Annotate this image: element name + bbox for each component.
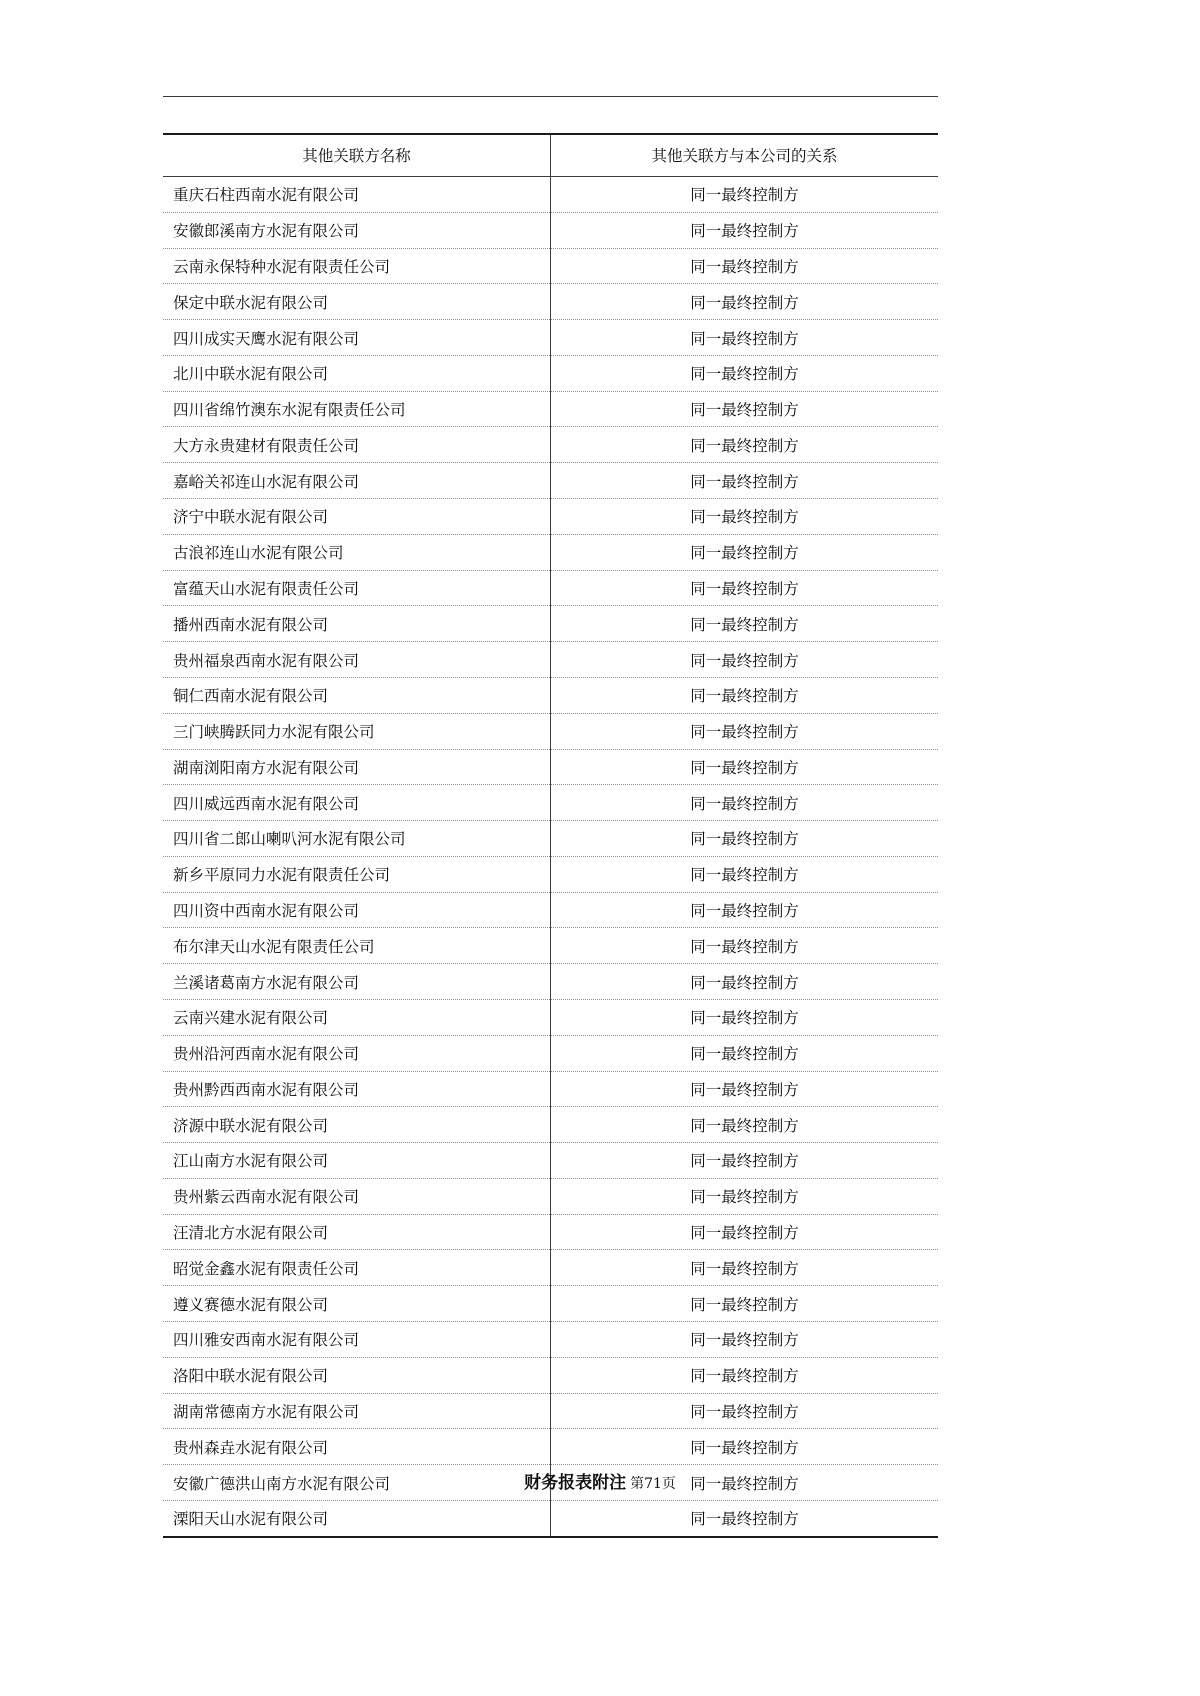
table-row (163, 1322, 938, 1358)
cell-relation: 同一最终控制方 (551, 1107, 939, 1143)
cell-relation: 同一最终控制方 (551, 427, 939, 463)
cell-party-name: 云南永保特种水泥有限责任公司 (163, 248, 551, 284)
cell-relation: 同一最终控制方 (551, 1393, 939, 1429)
cell-relation: 同一最终控制方 (551, 642, 939, 678)
cell-relation: 同一最终控制方 (551, 1214, 939, 1250)
table-row (163, 1286, 938, 1322)
table-row (163, 1429, 938, 1465)
table-row (163, 355, 938, 391)
cell-party-name: 云南兴建水泥有限公司 (163, 999, 551, 1035)
cell-relation: 同一最终控制方 (551, 928, 939, 964)
table-header (163, 134, 938, 177)
column-header-name: 其他关联方名称 (163, 134, 551, 177)
cell-relation: 同一最终控制方 (551, 713, 939, 749)
cell-relation: 同一最终控制方 (551, 1286, 939, 1322)
cell-relation: 同一最终控制方 (551, 320, 939, 356)
page-content (163, 96, 938, 1538)
table-row (163, 1178, 938, 1214)
cell-party-name: 四川威远西南水泥有限公司 (163, 785, 551, 821)
cell-relation: 同一最终控制方 (551, 606, 939, 642)
table-row (163, 677, 938, 713)
cell-party-name: 江山南方水泥有限公司 (163, 1143, 551, 1179)
table-row (163, 1393, 938, 1429)
table-row (163, 1250, 938, 1286)
cell-relation: 同一最终控制方 (551, 1465, 939, 1501)
cell-relation: 同一最终控制方 (551, 856, 939, 892)
table-header-row (163, 134, 938, 177)
header-rule (163, 96, 938, 97)
cell-relation: 同一最终控制方 (551, 499, 939, 535)
page-footer (0, 1468, 1200, 1493)
table-row (163, 499, 938, 535)
cell-party-name: 贵州黔西西南水泥有限公司 (163, 1071, 551, 1107)
cell-relation: 同一最终控制方 (551, 1357, 939, 1393)
table-row (163, 212, 938, 248)
cell-relation: 同一最终控制方 (551, 1429, 939, 1465)
table-row (163, 177, 938, 213)
cell-party-name: 新乡平原同力水泥有限责任公司 (163, 856, 551, 892)
cell-relation: 同一最终控制方 (551, 248, 939, 284)
cell-party-name: 重庆石柱西南水泥有限公司 (163, 177, 551, 213)
cell-party-name: 四川雅安西南水泥有限公司 (163, 1322, 551, 1358)
cell-party-name: 贵州森垚水泥有限公司 (163, 1429, 551, 1465)
table-row (163, 284, 938, 320)
table-row (163, 248, 938, 284)
cell-party-name: 北川中联水泥有限公司 (163, 355, 551, 391)
related-parties-table (163, 133, 938, 1538)
cell-party-name: 溧阳天山水泥有限公司 (163, 1500, 551, 1536)
table-row (163, 642, 938, 678)
column-header-relation: 其他关联方与本公司的关系 (551, 134, 939, 177)
cell-relation: 同一最终控制方 (551, 570, 939, 606)
cell-relation: 同一最终控制方 (551, 391, 939, 427)
table-row (163, 713, 938, 749)
table-row (163, 391, 938, 427)
table-row (163, 821, 938, 857)
cell-party-name: 四川省绵竹澳东水泥有限责任公司 (163, 391, 551, 427)
cell-party-name: 嘉峪关祁连山水泥有限公司 (163, 463, 551, 499)
cell-relation: 同一最终控制方 (551, 177, 939, 213)
footer-label: 财务报表附注 (524, 1473, 627, 1493)
cell-party-name: 湖南常德南方水泥有限公司 (163, 1393, 551, 1429)
table-row (163, 463, 938, 499)
cell-relation: 同一最终控制方 (551, 355, 939, 391)
cell-party-name: 古浪祁连山水泥有限公司 (163, 534, 551, 570)
cell-relation: 同一最终控制方 (551, 1071, 939, 1107)
cell-party-name: 湖南浏阳南方水泥有限公司 (163, 749, 551, 785)
table-row (163, 1107, 938, 1143)
table-row (163, 785, 938, 821)
cell-relation: 同一最终控制方 (551, 1500, 939, 1536)
page-number: 第71页 (630, 1476, 676, 1492)
cell-relation: 同一最终控制方 (551, 1143, 939, 1179)
table-row (163, 1214, 938, 1250)
cell-party-name: 济宁中联水泥有限公司 (163, 499, 551, 535)
table-row (163, 749, 938, 785)
cell-party-name: 布尔津天山水泥有限责任公司 (163, 928, 551, 964)
cell-party-name: 贵州紫云西南水泥有限公司 (163, 1178, 551, 1214)
table-row (163, 928, 938, 964)
table-row (163, 427, 938, 463)
table-row (163, 606, 938, 642)
table-body (163, 177, 938, 1537)
table-row (163, 534, 938, 570)
cell-relation: 同一最终控制方 (551, 821, 939, 857)
cell-party-name: 大方永贵建材有限责任公司 (163, 427, 551, 463)
cell-party-name: 富蕴天山水泥有限责任公司 (163, 570, 551, 606)
table-row (163, 320, 938, 356)
cell-party-name: 四川成实天鹰水泥有限公司 (163, 320, 551, 356)
cell-party-name: 济源中联水泥有限公司 (163, 1107, 551, 1143)
cell-party-name: 四川资中西南水泥有限公司 (163, 892, 551, 928)
cell-relation: 同一最终控制方 (551, 1178, 939, 1214)
cell-party-name: 洛阳中联水泥有限公司 (163, 1357, 551, 1393)
table-row (163, 892, 938, 928)
cell-relation: 同一最终控制方 (551, 212, 939, 248)
cell-party-name: 贵州沿河西南水泥有限公司 (163, 1035, 551, 1071)
cell-relation: 同一最终控制方 (551, 1035, 939, 1071)
cell-relation: 同一最终控制方 (551, 1322, 939, 1358)
table-row (163, 1071, 938, 1107)
cell-party-name: 兰溪诸葛南方水泥有限公司 (163, 964, 551, 1000)
cell-relation: 同一最终控制方 (551, 284, 939, 320)
table-row (163, 1035, 938, 1071)
table-row (163, 964, 938, 1000)
cell-party-name: 铜仁西南水泥有限公司 (163, 677, 551, 713)
cell-relation: 同一最终控制方 (551, 892, 939, 928)
table-row (163, 570, 938, 606)
cell-relation: 同一最终控制方 (551, 463, 939, 499)
cell-relation: 同一最终控制方 (551, 785, 939, 821)
cell-party-name: 保定中联水泥有限公司 (163, 284, 551, 320)
cell-party-name: 三门峡腾跃同力水泥有限公司 (163, 713, 551, 749)
cell-party-name: 遵义赛德水泥有限公司 (163, 1286, 551, 1322)
cell-relation: 同一最终控制方 (551, 534, 939, 570)
table-row (163, 999, 938, 1035)
cell-relation: 同一最终控制方 (551, 677, 939, 713)
cell-party-name: 安徽广德洪山南方水泥有限公司 (163, 1465, 551, 1501)
cell-relation: 同一最终控制方 (551, 1250, 939, 1286)
table-row (163, 1143, 938, 1179)
table-row (163, 1500, 938, 1536)
cell-party-name: 四川省二郎山喇叭河水泥有限公司 (163, 821, 551, 857)
table-row (163, 1357, 938, 1393)
cell-party-name: 汪清北方水泥有限公司 (163, 1214, 551, 1250)
table-row (163, 856, 938, 892)
cell-relation: 同一最终控制方 (551, 749, 939, 785)
cell-relation: 同一最终控制方 (551, 964, 939, 1000)
cell-party-name: 安徽郎溪南方水泥有限公司 (163, 212, 551, 248)
cell-party-name: 贵州福泉西南水泥有限公司 (163, 642, 551, 678)
cell-relation: 同一最终控制方 (551, 999, 939, 1035)
cell-party-name: 昭觉金鑫水泥有限责任公司 (163, 1250, 551, 1286)
cell-party-name: 播州西南水泥有限公司 (163, 606, 551, 642)
